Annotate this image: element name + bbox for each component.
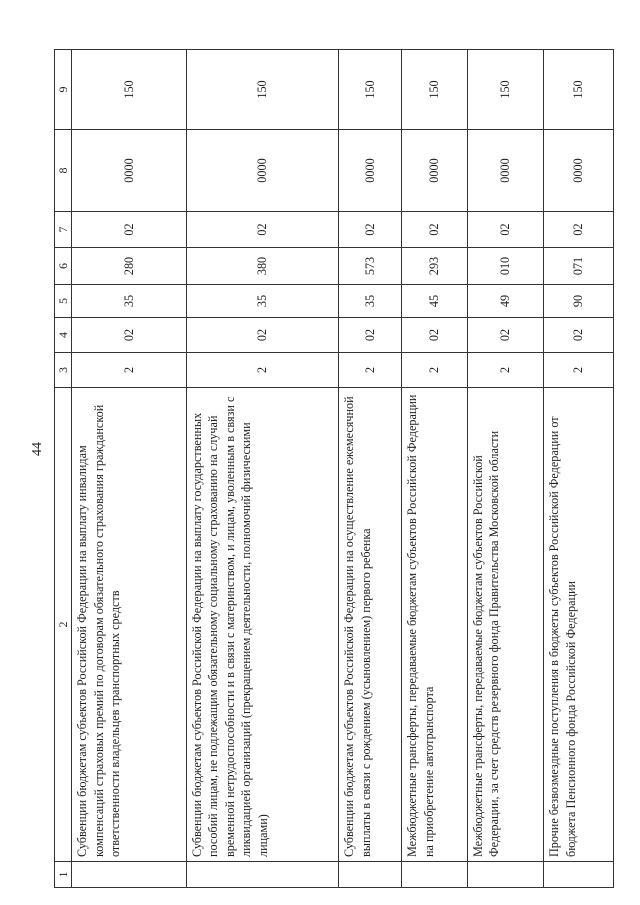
cell-c9: 150 [402, 50, 467, 130]
header-row [55, 50, 72, 888]
header-col-5: 5 [55, 285, 72, 318]
cell-c5: 35 [72, 285, 187, 318]
cell-name: Межбюджетные трансферты, передаваемые бюджетам субъектов Российской Федерации на приобретение автотранспорта [402, 388, 467, 862]
cell-c3: 2 [72, 353, 187, 388]
table-container [54, 50, 614, 888]
cell-c3: 2 [467, 353, 543, 388]
cell-code [72, 862, 187, 888]
cell-c9: 150 [544, 50, 614, 130]
cell-code [339, 862, 402, 888]
cell-code [186, 862, 339, 888]
cell-c8: 0000 [339, 130, 402, 212]
cell-code [402, 862, 467, 888]
cell-c5: 45 [402, 285, 467, 318]
cell-c7: 02 [72, 212, 187, 248]
page-number: 44 [30, 442, 45, 456]
cell-c9: 150 [72, 50, 187, 130]
header-col-4: 4 [55, 318, 72, 353]
cell-c8: 0000 [467, 130, 543, 212]
cell-name: Субвенции бюджетам субъектов Российской Федерации на осуществление ежемесячной выплаты в связи с рождением (усыновлением) первого ребенка [339, 388, 402, 862]
cell-name: Межбюджетные трансферты, передаваемые бюджетам субъектов Российской Федерации, за счет средств резервного фонда Правительства Московской области [467, 388, 543, 862]
cell-c7: 02 [339, 212, 402, 248]
cell-c4: 02 [467, 318, 543, 353]
cell-c7: 02 [544, 212, 614, 248]
table-row [402, 50, 467, 888]
cell-c7: 02 [402, 212, 467, 248]
revenue-codes-table [54, 49, 614, 888]
cell-c3: 2 [544, 353, 614, 388]
cell-c8: 0000 [402, 130, 467, 212]
cell-c6: 573 [339, 248, 402, 285]
cell-c6: 380 [186, 248, 339, 285]
cell-c4: 02 [186, 318, 339, 353]
table-row [467, 50, 543, 888]
cell-c3: 2 [402, 353, 467, 388]
cell-c6: 280 [72, 248, 187, 285]
header-col-2: 2 [55, 388, 72, 862]
table-row [339, 50, 402, 888]
cell-c6: 010 [467, 248, 543, 285]
cell-c3: 2 [186, 353, 339, 388]
table-row [544, 50, 614, 888]
cell-code [467, 862, 543, 888]
rotated-page [54, 50, 614, 888]
cell-c5: 35 [339, 285, 402, 318]
cell-c8: 0000 [186, 130, 339, 212]
cell-c9: 150 [467, 50, 543, 130]
cell-code [544, 862, 614, 888]
header-col-1: 1 [55, 862, 72, 888]
cell-name: Прочие безвозмездные поступления в бюджеты субъектов Российской Федерации от бюджета Пенсионного фонда Российской Федерации [544, 388, 614, 862]
cell-c9: 150 [339, 50, 402, 130]
table-row [186, 50, 339, 888]
cell-c9: 150 [186, 50, 339, 130]
cell-c5: 35 [186, 285, 339, 318]
cell-c4: 02 [72, 318, 187, 353]
cell-c3: 2 [339, 353, 402, 388]
cell-name: Субвенции бюджетам субъектов Российской Федерации на выплату инвалидам компенсаций страховых премий по договорам обязательного страхования гражданской ответственности владельцев транспортных средств [72, 388, 187, 862]
header-col-7: 7 [55, 212, 72, 248]
header-col-3: 3 [55, 353, 72, 388]
cell-c4: 02 [339, 318, 402, 353]
cell-c8: 0000 [544, 130, 614, 212]
cell-c5: 49 [467, 285, 543, 318]
cell-c4: 02 [544, 318, 614, 353]
cell-name: Субвенции бюджетам субъектов Российской Федерации на выплату государственных пособий лицам, не подлежащим обязательному социальному страхованию на случай временной нетрудоспособности и в связи с материнством, и лицам, уволенным в связи с ликвидацией организаций (прекращением деятельности, полномочий физическими лицами) [186, 388, 339, 862]
cell-c4: 02 [402, 318, 467, 353]
header-col-8: 8 [55, 130, 72, 212]
cell-c6: 293 [402, 248, 467, 285]
cell-c7: 02 [467, 212, 543, 248]
cell-c6: 071 [544, 248, 614, 285]
cell-c7: 02 [186, 212, 339, 248]
header-col-9: 9 [55, 50, 72, 130]
cell-c5: 90 [544, 285, 614, 318]
header-col-6: 6 [55, 248, 72, 285]
table-row [72, 50, 187, 888]
cell-c8: 0000 [72, 130, 187, 212]
